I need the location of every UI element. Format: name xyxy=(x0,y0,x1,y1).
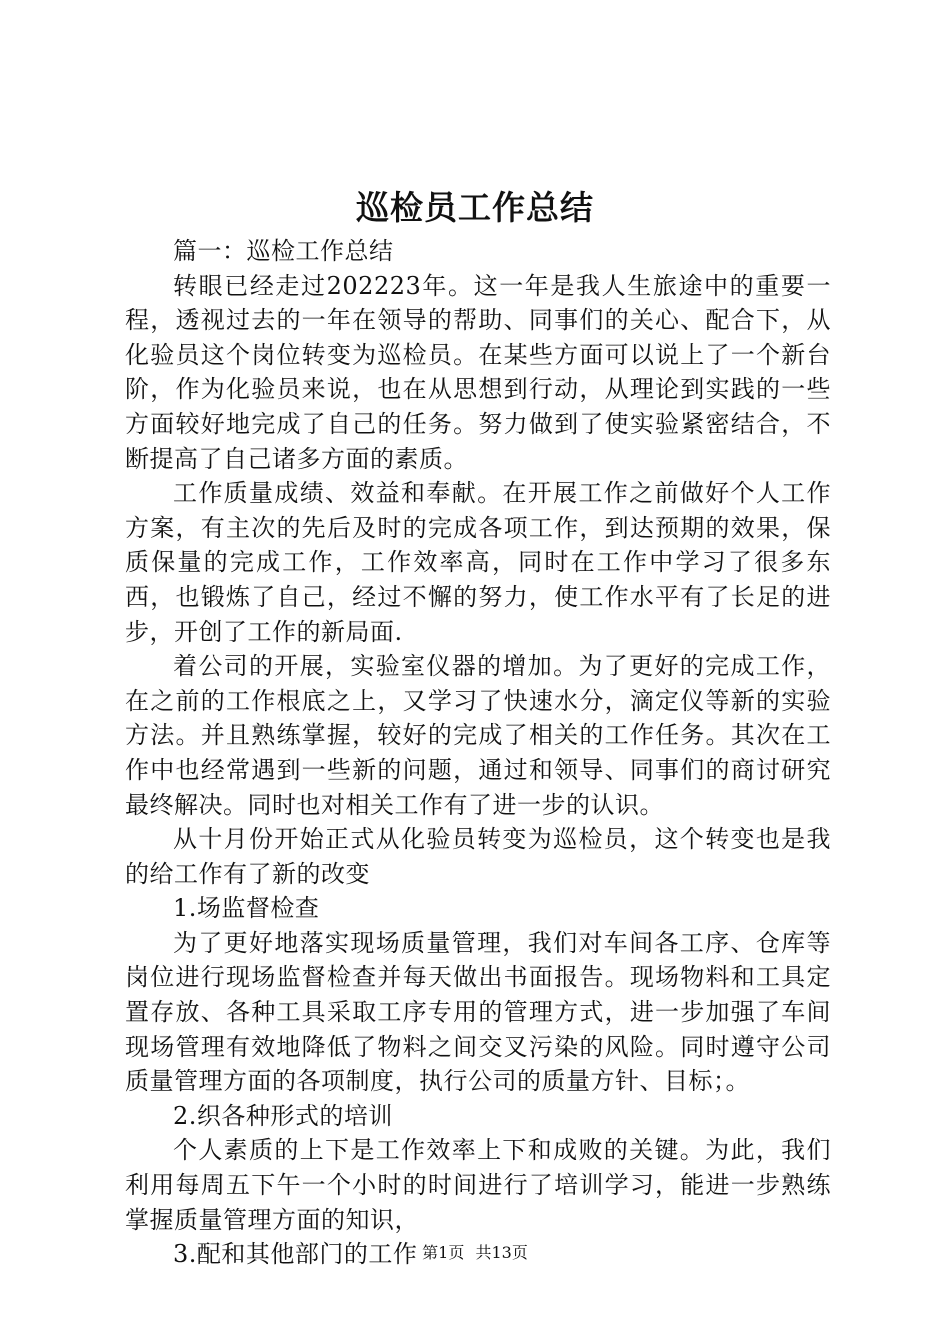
body-paragraph: 着公司的开展，实验室仪器的增加。为了更好的完成工作，在之前的工作根底之上，又学习了快速水分，滴定仪等新的实验方法。并且熟练掌握，较好的完成了相关的工作任务。其次在工作中也经常遇到一些新的问题，通过和领导、同事们的商讨研究最终解决。同时也对相关工作有了进一步的认识。 xyxy=(125,652,831,819)
list-heading: 1.场监督检查 xyxy=(173,894,320,923)
list-heading: 3.配和其他部门的工作 xyxy=(173,1240,418,1269)
body-paragraph: 从十月份开始正式从化验员转变为巡检员，这个转变也是我的给工作有了新的改变 xyxy=(125,825,831,888)
body-paragraph: 为了更好地落实现场质量管理，我们对车间各工序、仓库等岗位进行现场监督检查并每天做出书面报告。现场物料和工具定置存放、各种工具采取工序专用的管理方式，进一步加强了车间现场管理有效地降低了物料之间交叉污染的风险。同时遵守公司质量管理方面的各项制度，执行公司的质量方针、目标；。 xyxy=(125,928,831,1096)
page-footer xyxy=(0,1243,950,1263)
list-heading: 2.织各种形式的培训 xyxy=(173,1101,393,1130)
page-number: 第1页 xyxy=(422,1243,465,1262)
document-body xyxy=(125,234,831,1272)
body-paragraph: 个人素质的上下是工作效率上下和成败的关键。为此，我们利用每周五下午一个小时的时间进行了培训学习，能进一步熟练掌握质量管理方面的知识， xyxy=(125,1136,831,1234)
page-total: 共13页 xyxy=(475,1243,528,1262)
document-title: 巡检员工作总结 xyxy=(356,188,594,227)
section-heading: 篇一：巡检工作总结 xyxy=(173,237,394,265)
body-paragraph: 转眼已经走过202223年。这一年是我人生旅途中的重要一程，透视过去的一年在领导的帮助、同事们的关心、配合下，从化验员这个岗位转变为巡检员。在某些方面可以说上了一个新台阶，作为化验员来说，也在从思想到行动，从理论到实践的一些方面较好地完成了自己的任务。努力做到了使实验紧密结合，不断提高了自己诸多方面的素质。 xyxy=(125,271,831,473)
body-paragraph: 工作质量成绩、效益和奉献。在开展工作之前做好个人工作方案，有主次的先后及时的完成各项工作，到达预期的效果，保质保量的完成工作，工作效率高，同时在工作中学习了很多东西，也锻炼了自己，经过不懈的努力，使工作水平有了长足的进步，开创了工作的新局面. xyxy=(125,479,831,646)
